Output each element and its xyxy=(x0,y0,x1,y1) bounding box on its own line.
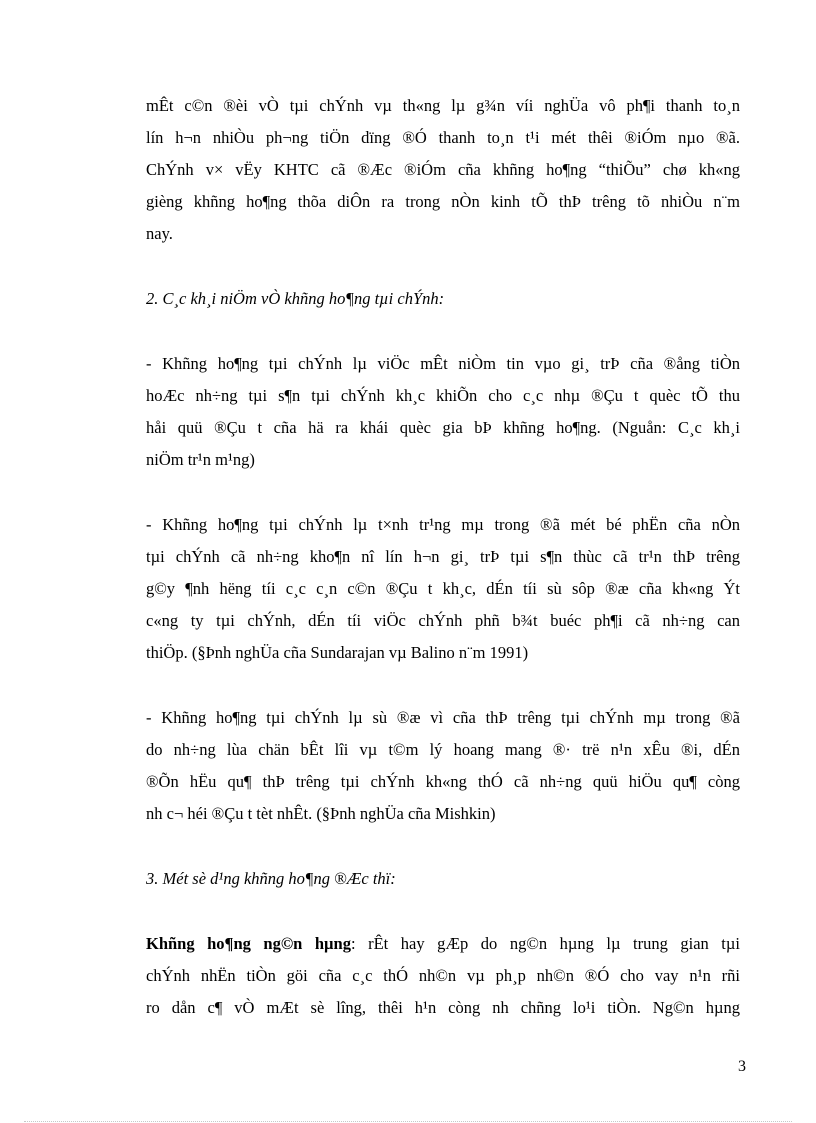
text-line: lín h¬n nhiÒu ph¬ng tiÖn dïng ®Ó thanh to¸n t¹i mét thêi ®iÓm nµo ®ã. xyxy=(146,128,740,147)
text-line: tµi chÝnh cã nh÷ng kho¶n nî lín h¬n gi¸ trÞ tµi s¶n thùc cã tr¹n thÞ trêng xyxy=(146,547,740,566)
text-line: chÝnh nhËn tiÒn göi cña c¸c thÓ nh©n vµ ph¸p nh©n ®Ó cho vay n¹n rñi xyxy=(146,966,740,985)
text-line xyxy=(146,934,740,954)
text-line: g©y ¶nh hëng tíi c¸c c¸n c©n ®Çu t kh¸c, dÉn tíi sù sôp ®æ cña kh«ng Ýt xyxy=(146,579,740,598)
text-line: mÊt c©n ®èi vÒ tµi chÝnh vµ th«ng lµ g¾n víi nghÜa vô ph¶i thanh to¸n xyxy=(146,96,740,115)
text-line: - Khñng ho¶ng tµi chÝnh lµ t×nh tr¹ng mµ trong ®ã mét bé phËn cña nÒn xyxy=(146,515,740,534)
page-bottom-divider xyxy=(24,1121,792,1122)
text-line: nay. xyxy=(146,224,173,243)
text-line: - Khñng ho¶ng tµi chÝnh lµ sù ®æ vì cña thÞ trêng tµi chÝnh mµ trong ®ã xyxy=(146,708,740,727)
bold-term: Khñng ho¶ng ng©n hµng xyxy=(146,934,351,953)
text-line: c«ng ty tµi chÝnh, dÉn tíi viÖc chÝnh phñ b¾t buéc ph¶i cã nh÷ng can xyxy=(146,611,740,630)
text-line: - Khñng ho¶ng tµi chÝnh lµ viÖc mÊt niÒm tin vµo gi¸ trÞ cña ®ång tiÒn xyxy=(146,354,740,373)
text-line: håi quü ®Çu t cña hä ra khái quèc gia bÞ khñng ho¶ng. (Nguån: C¸c kh¸i xyxy=(146,418,740,437)
text-line: ChÝnh v× vËy KHTC cã ®Æc ®iÓm cña khñng ho¶ng “thiÕu” chø kh«ng xyxy=(146,160,740,179)
text-line: ®Õn hËu qu¶ thÞ trêng tµi chÝnh kh«ng thÓ cã nh÷ng quü hiÖu qu¶ còng xyxy=(146,772,740,791)
section-heading-2: 2. C¸c kh¸i niÖm vÒ khñng ho¶ng tµi chÝnh: xyxy=(146,289,445,308)
text-line: nh c¬ héi ®Çu t tèt nhÊt. (§Þnh nghÜa cña Mishkin) xyxy=(146,804,496,823)
text-line: ro dån c¶ vÒ mÆt sè lîng, thêi h¹n còng nh chñng lo¹i tiÒn. Ng©n hµng xyxy=(146,998,740,1017)
text-line: niÖm tr¹n m¹ng) xyxy=(146,450,255,469)
text-line: hoÆc nh÷ng tµi s¶n tµi chÝnh kh¸c khiÕn cho c¸c nhµ ®Çu t quèc tÕ thu xyxy=(146,386,740,405)
term-description: : rÊt hay gÆp do ng©n hµng lµ trung gian tµi xyxy=(350,934,740,953)
text-line: thiÖp. (§Þnh nghÜa cña Sundarajan vµ Balino n¨m 1991) xyxy=(146,643,529,662)
section-heading-3: 3. Mét sè d¹ng khñng ho¶ng ®Æc thï: xyxy=(146,869,396,888)
page-number: 3 xyxy=(738,1058,746,1075)
text-line: gièng khñng ho¶ng thõa diÔn ra trong nÒn kinh tÕ thÞ trêng tõ nhiÒu n¨m xyxy=(146,192,740,211)
text-line: do nh÷ng lùa chän bÊt lîi vµ t©m lý hoang mang ®· trë n¹n xÊu ®i, dÉn xyxy=(146,740,740,759)
